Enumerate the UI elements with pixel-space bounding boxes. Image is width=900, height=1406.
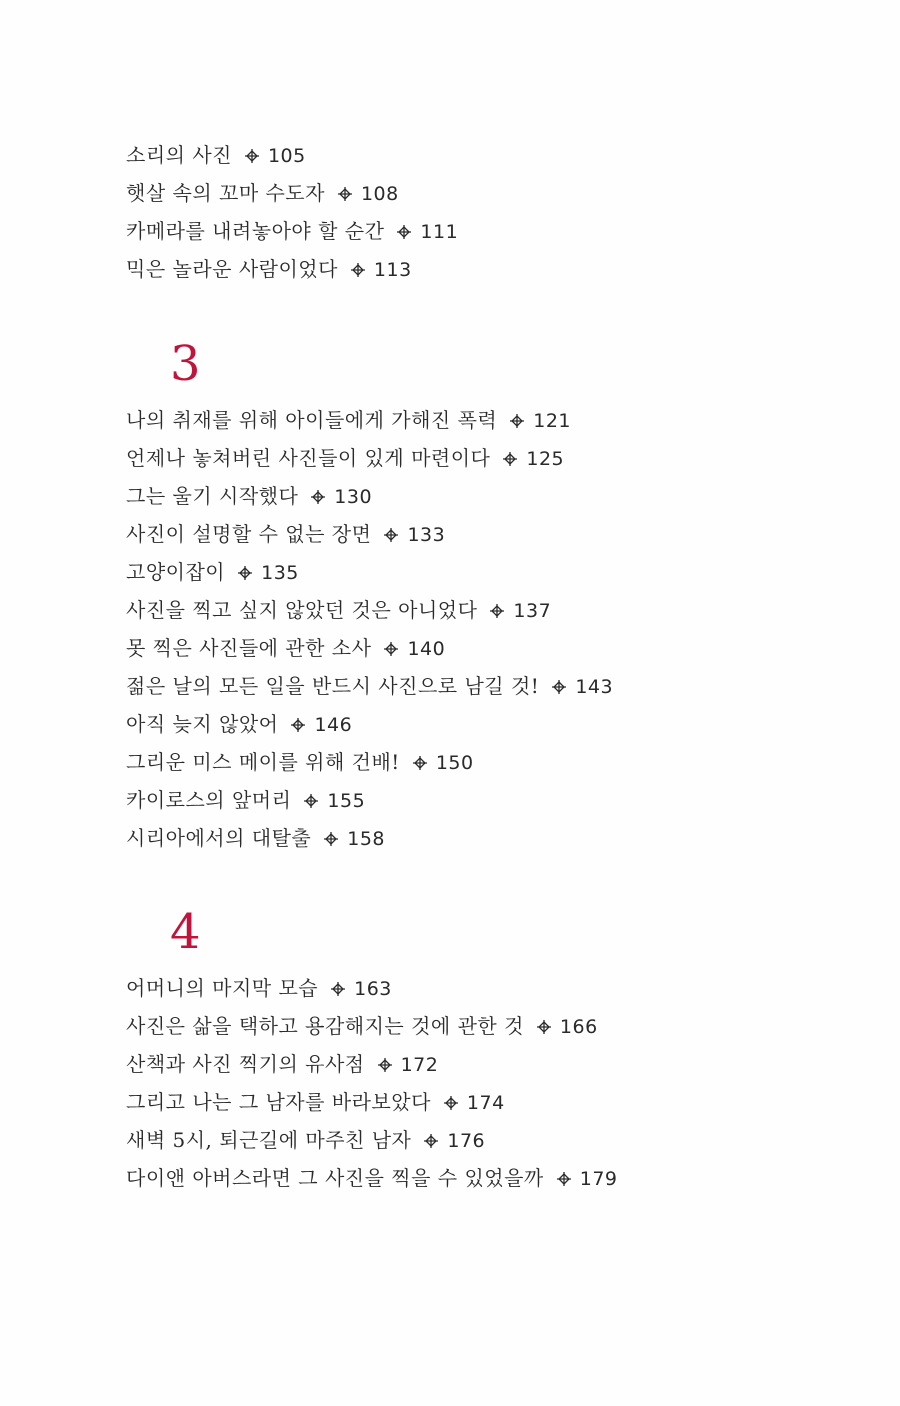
diamond-cross-ornament-icon	[244, 148, 260, 164]
entry-page-number: 105	[267, 145, 306, 167]
toc-entry	[126, 747, 474, 777]
toc-entry	[126, 823, 385, 853]
diamond-cross-ornament-icon	[303, 793, 319, 809]
entry-title: 시리아에서의 대탈출	[126, 826, 312, 850]
toc-entry	[126, 785, 365, 815]
chapter-number-3: 3	[170, 336, 201, 392]
entry-page-number: 137	[513, 600, 552, 622]
diamond-cross-ornament-icon	[551, 679, 567, 695]
entry-title: 나의 취재를 위해 아이들에게 가해진 폭력	[126, 408, 498, 432]
diamond-cross-ornament-icon	[383, 641, 399, 657]
toc-entry	[126, 140, 306, 170]
entry-title: 아직 늦지 않았어	[126, 712, 279, 736]
entry-title: 카메라를 내려놓아야 할 순간	[126, 219, 385, 243]
diamond-cross-ornament-icon	[310, 489, 326, 505]
entry-page-number: 108	[360, 183, 399, 205]
diamond-cross-ornament-icon	[237, 565, 253, 581]
entry-page-number: 121	[533, 410, 571, 432]
entry-page-number: 150	[435, 752, 474, 774]
diamond-cross-ornament-icon	[330, 981, 346, 997]
entry-page-number: 146	[314, 714, 353, 736]
diamond-cross-ornament-icon	[443, 1095, 459, 1111]
entry-page-number: 155	[327, 790, 366, 812]
diamond-cross-ornament-icon	[412, 755, 428, 771]
entry-title: 그리고 나는 그 남자를 바라보았다	[126, 1090, 431, 1114]
diamond-cross-ornament-icon	[509, 413, 525, 429]
toc-entry	[126, 1049, 438, 1079]
entry-page-number: 130	[334, 486, 373, 508]
diamond-cross-ornament-icon	[323, 831, 339, 847]
entry-page-number: 166	[559, 1016, 598, 1038]
entry-title: 그는 울기 시작했다	[126, 484, 299, 508]
entry-title: 그리운 미스 메이를 위해 건배!	[126, 750, 400, 774]
toc-entry	[126, 973, 392, 1003]
entry-title: 사진을 찍고 싶지 않았던 것은 아니었다	[126, 598, 478, 622]
entry-title: 다이앤 아버스라면 그 사진을 찍을 수 있었을까	[126, 1166, 544, 1190]
diamond-cross-ornament-icon	[556, 1171, 572, 1187]
entry-title: 못 찍은 사진들에 관한 소사	[126, 636, 372, 660]
diamond-cross-ornament-icon	[536, 1019, 552, 1035]
entry-title: 어머니의 마지막 모습	[126, 976, 319, 1000]
toc-entry	[126, 178, 399, 208]
entry-page-number: 135	[261, 562, 299, 584]
toc-entry	[126, 1087, 505, 1117]
entry-page-number: 125	[526, 448, 565, 470]
entry-page-number: 143	[575, 676, 614, 698]
entry-page-number: 158	[347, 828, 386, 850]
diamond-cross-ornament-icon	[377, 1057, 393, 1073]
toc-entry	[126, 557, 299, 587]
entry-title: 사진이 설명할 수 없는 장면	[126, 522, 372, 546]
diamond-cross-ornament-icon	[423, 1133, 439, 1149]
entry-title: 사진은 삶을 택하고 용감해지는 것에 관한 것	[126, 1014, 524, 1038]
entry-page-number: 174	[466, 1092, 505, 1114]
entry-title: 언제나 놓쳐버린 사진들이 있게 마련이다	[126, 446, 491, 470]
diamond-cross-ornament-icon	[396, 224, 412, 240]
entry-title: 카이로스의 앞머리	[126, 788, 292, 812]
toc-entry	[126, 709, 352, 739]
entry-title: 산책과 사진 찍기의 유사점	[126, 1052, 365, 1076]
toc-entry	[126, 481, 372, 511]
entry-title: 젊은 날의 모든 일을 반드시 사진으로 남길 것!	[126, 674, 540, 698]
diamond-cross-ornament-icon	[350, 262, 366, 278]
entry-title: 햇살 속의 꼬마 수도자	[126, 181, 325, 205]
entry-page-number: 113	[373, 259, 412, 281]
entry-page-number: 140	[407, 638, 446, 660]
entry-page-number: 179	[579, 1168, 618, 1190]
entry-page-number: 133	[407, 524, 446, 546]
entry-title: 새벽 5시, 퇴근길에 마주친 남자	[126, 1128, 412, 1152]
toc-entry	[126, 254, 412, 284]
toc-entry	[126, 633, 445, 663]
entry-title: 소리의 사진	[126, 143, 232, 167]
entry-page-number: 176	[447, 1130, 486, 1152]
toc-entry	[126, 519, 445, 549]
diamond-cross-ornament-icon	[489, 603, 505, 619]
toc-entry	[126, 671, 613, 701]
diamond-cross-ornament-icon	[337, 186, 353, 202]
entry-page-number: 111	[420, 221, 459, 243]
toc-entry	[126, 443, 564, 473]
toc-entry	[126, 405, 571, 435]
diamond-cross-ornament-icon	[383, 527, 399, 543]
entry-title: 고양이잡이	[126, 560, 226, 584]
chapter-number-4: 4	[170, 904, 201, 960]
diamond-cross-ornament-icon	[502, 451, 518, 467]
toc-entry	[126, 595, 551, 625]
diamond-cross-ornament-icon	[290, 717, 306, 733]
toc-entry	[126, 1125, 485, 1155]
entry-page-number: 163	[354, 978, 392, 1000]
toc-entry	[126, 1163, 618, 1193]
entry-page-number: 172	[400, 1054, 439, 1076]
entry-title: 믹은 놀라운 사람이었다	[126, 257, 338, 281]
toc-entry	[126, 1011, 598, 1041]
toc-entry	[126, 216, 458, 246]
